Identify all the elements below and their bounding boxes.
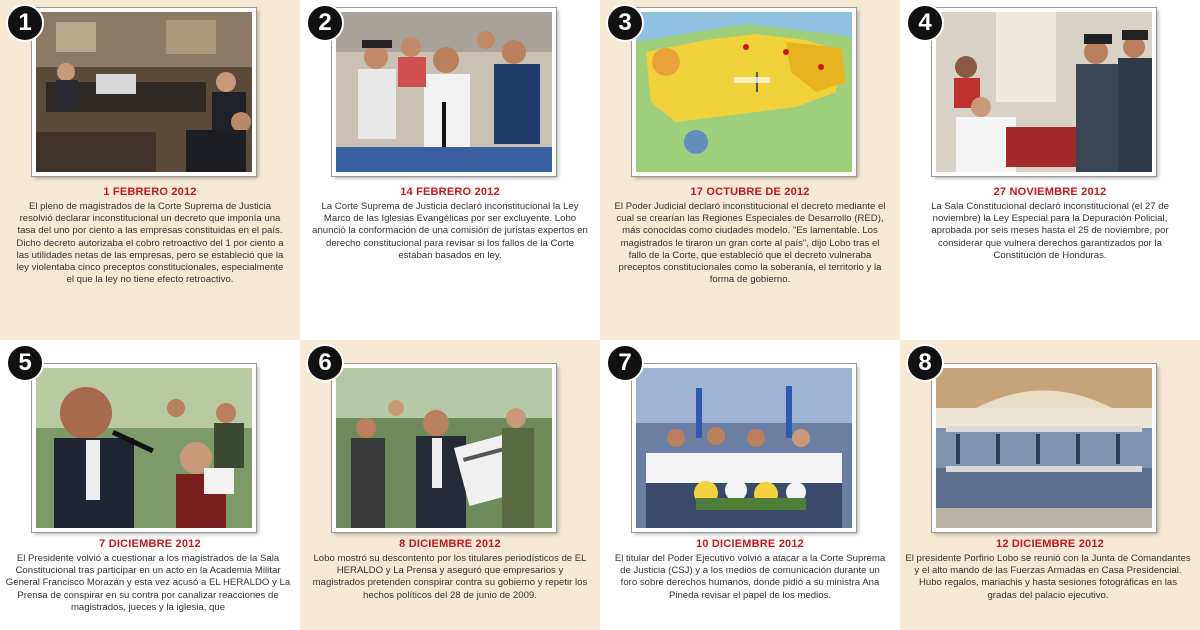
event-date: 1 FEBRERO 2012	[103, 186, 197, 198]
timeline-panel-6	[300, 340, 600, 630]
event-description: Lobo mostró su descontento por los titulares periodísticos de EL HERALDO y La Prensa y aseguró que empresarios y magistrados pretenden conspirar contra su gobierno y repetir los hechos políticos del 28 de junio de 2009.	[312, 553, 588, 601]
event-description: El presidente Porfirio Lobo se reunió con la Junta de Comandantes y el alto mando de las Fuerzas Armadas en Casa Presidencial. Hubo regalos, mariachis y hasta sesiones fotográficas en las gradas del palacio ejecutivo.	[905, 553, 1191, 601]
photo-newspaper-display	[332, 364, 556, 532]
event-date: 14 FEBRERO 2012	[400, 186, 500, 198]
event-description: El Poder Judicial declaró inconstitucional el decreto mediante el cual se crearían las Regiones Especiales de Desarrollo (RED), más conocidas como ciudades modelo. "Es lamentable. Los magistrados le tiraron un gran corte al país", dijo Lobo tras el fallo de la Corte, que estableció que el decreto vulneraba preceptos constitucionales como la soberanía, el territorio y la forma de gobierno.	[614, 201, 886, 286]
event-description: El titular del Poder Ejecutivo volvió a atacar a la Corte Suprema de Justicia (CSJ) y a los medios de comunicación durante un foro sobre derechos humanos, donde pidió a su ministra Ana Pineda revisar el papel de los medios.	[614, 553, 886, 601]
photo-human-rights-forum	[632, 364, 856, 532]
timeline-panel-1	[0, 0, 300, 340]
panel-number-badge: 4	[906, 4, 944, 42]
event-description: El Presidente volvió a cuestionar a los magistrados de la Sala Constitucional tras participar en un acto en la Academia Militar General Francisco Morazán y esta vez acusó a EL HERALDO y La Prensa de conspirar en su contra por canalizar reacciones de magistrados, jueces y la iglesia, que	[5, 553, 291, 613]
photo-military-group	[932, 364, 1156, 532]
event-date: 8 DICIEMBRE 2012	[399, 538, 501, 550]
timeline-panel-8	[900, 340, 1200, 630]
timeline-panel-4	[900, 0, 1200, 340]
photo-map-honduras	[632, 8, 856, 176]
event-date: 7 DICIEMBRE 2012	[99, 538, 201, 550]
panel-number-badge: 5	[6, 344, 44, 382]
photo-president-speech	[32, 364, 256, 532]
timeline-panel-3	[600, 0, 900, 340]
event-date: 10 DICIEMBRE 2012	[696, 538, 804, 550]
photo-court-session	[32, 8, 256, 176]
event-date: 12 DICIEMBRE 2012	[996, 538, 1104, 550]
event-description: El pleno de magistrados de la Corte Suprema de Justicia resolvió declarar inconstitucional un decreto que imponía una tasa del uno por ciento a las empresas constituidas en el país. Dicho decreto autorizaba el cobro retroactivo del 1 por ciento a las utilidades netas de las empresas, pero se estableció que la ley violentaba cinco preceptos constitucionales, especialmente el que la ley no tiene efecto retroactivo.	[16, 201, 284, 286]
event-description: La Sala Constitucional declaró inconstitucional (el 27 de noviembre) la Ley Especial para la Depuración Policial, aprobada por seis meses hasta el 25 de noviembre, por considerar que vulnera derechos garantizados por la Constitución de Honduras.	[931, 201, 1169, 261]
photo-police-depuration	[932, 8, 1156, 176]
timeline-panel-5	[0, 340, 300, 630]
photo-press-conference	[332, 8, 556, 176]
timeline-panel-2	[300, 0, 600, 340]
panel-number-badge: 6	[306, 344, 344, 382]
panel-number-badge: 7	[606, 344, 644, 382]
panel-number-badge: 1	[6, 4, 44, 42]
panel-number-badge: 3	[606, 4, 644, 42]
timeline-panel-7	[600, 340, 900, 630]
panel-number-badge: 8	[906, 344, 944, 382]
event-date: 27 NOVIEMBRE 2012	[993, 186, 1107, 198]
panel-number-badge: 2	[306, 4, 344, 42]
event-description: La Corte Suprema de Justicia declaró inconstitucional la Ley Marco de las Iglesias Evangélicas por ser excluyente. Lobo anunció la conformación de una comisión de juristas expertos en derecho constitucional para revisar si los fallos de la Corte estaban basados en ley.	[312, 201, 588, 261]
event-date: 17 OCTUBRE DE 2012	[690, 186, 810, 198]
